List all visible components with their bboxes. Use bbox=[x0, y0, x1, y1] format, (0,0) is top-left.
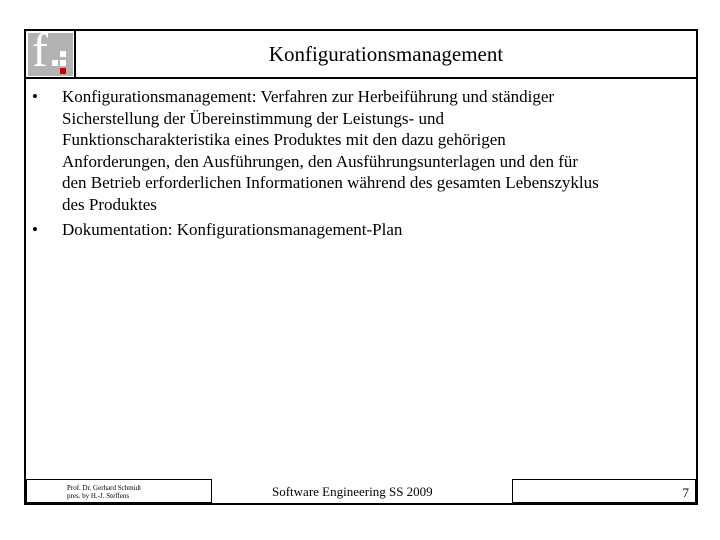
bullet-line: Dokumentation: Konfigurationsmanagement-Plan bbox=[62, 219, 403, 239]
footer-credit-cell bbox=[26, 479, 212, 503]
slide-title: Konfigurationsmanagement bbox=[74, 31, 696, 77]
slide-footer bbox=[26, 479, 696, 503]
footer-course: Software Engineering SS 2009 bbox=[272, 484, 433, 499]
slide-header bbox=[26, 24, 696, 79]
credit-line: Prof. Dr. Gerhard Schmidt bbox=[67, 484, 142, 492]
fh-logo-icon: f bbox=[28, 33, 73, 76]
bullet-line: Funktionscharakteristika eines Produktes mit den dazu gehörigen bbox=[62, 130, 506, 150]
footer-credit bbox=[67, 484, 141, 500]
bullet-marker: • bbox=[32, 219, 38, 239]
slide-content bbox=[32, 86, 692, 243]
slide-frame bbox=[24, 24, 698, 505]
bullet-item bbox=[32, 86, 692, 216]
credit-line: pres. by H.-J. Steffens bbox=[67, 492, 130, 500]
footer-page-cell bbox=[512, 479, 696, 503]
bullet-line: Konfigurationsmanagement: Verfahren zur Herbeiführung und ständiger bbox=[62, 87, 555, 106]
footer-course-cell bbox=[212, 479, 512, 503]
page-number: 7 bbox=[682, 485, 689, 500]
bullet-line: den Betrieb erforderlichen Informationen während des gesamten Lebenszyklus bbox=[62, 173, 599, 193]
bullet-line: Anforderungen, den Ausführungen, den Ausführungsunterlagen und den für bbox=[62, 151, 579, 171]
bullet-line: des Produktes bbox=[62, 194, 157, 214]
bullet-line: Sicherstellung der Übereinstimmung der Leistungs- und bbox=[62, 108, 444, 128]
bullet-marker: • bbox=[32, 87, 38, 106]
bullet-item bbox=[32, 219, 692, 241]
